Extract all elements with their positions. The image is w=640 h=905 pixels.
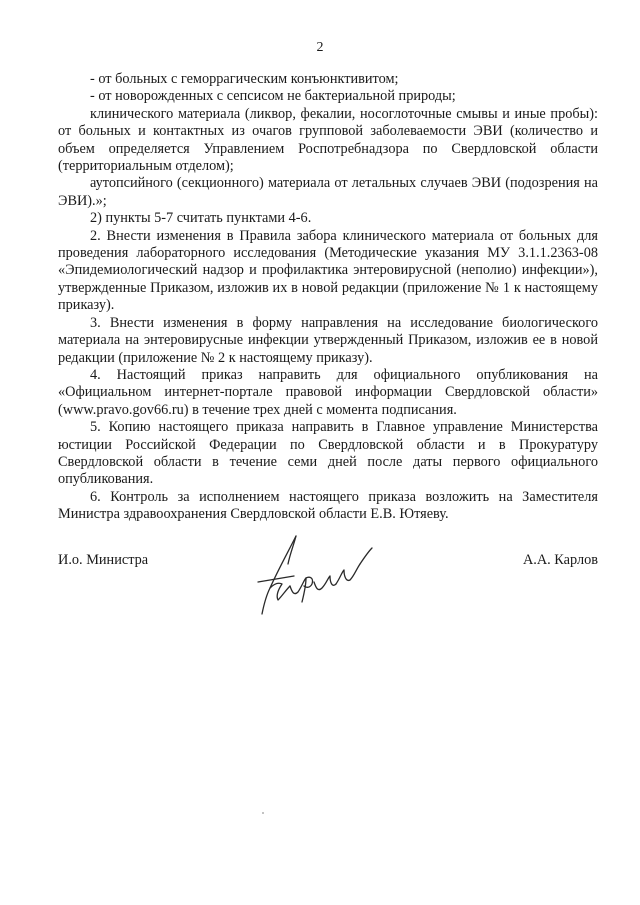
page-number: 2 <box>316 40 324 55</box>
handwritten-signature <box>248 530 388 620</box>
paragraph-renumber-items: 2) пункты 5-7 считать пунктами 4-6. <box>90 210 312 227</box>
signer-name: А.А. Карлов <box>522 552 598 568</box>
scan-artifact-dot <box>262 812 264 814</box>
signer-title: И.о. Министра <box>58 552 149 568</box>
paragraph-item-5: 5. Копию настоящего приказа направить в Главное управление Министерства юстиции Российской Федерации по Свердловской области и в Прокуратуру Свердловской области в течение семи дней после даты первого официального опубликования. <box>58 419 598 488</box>
paragraph-item-4: 4. Настоящий приказ направить для официального опубликования на «Официальном интернет-портале правовой информации Свердловской области» (www.pravo.gov66.ru) в течение трех дней с момента подписания. <box>58 366 598 418</box>
paragraph-autopsy-material: аутопсийного (секционного) материала от летальных случаев ЭВИ (подозрения на ЭВИ).»; <box>58 175 598 209</box>
paragraph-item-6: 6. Контроль за исполнением настоящего приказа возложить на Заместителя Министра здравоохранения Свердловской области Е.В. Ютяеву. <box>58 488 598 523</box>
paragraph-item-2: 2. Внести изменения в Правила забора клинического материала от больных для проведения лабораторного исследования (Методические указания МУ 3.1.1.2363-08 «Эпидемиологический надзор и профилактика энтеровирусной (неполио) инфекции»), утвержденные Приказом, изложив их в новой редакции (приложение № 1 к настоящему приказу). <box>58 227 598 314</box>
document-body <box>58 71 598 524</box>
list-item-hemorrhagic-conjunctivitis: - от больных с геморрагическим конъюнктивитом; <box>90 71 399 87</box>
paragraph-clinical-material: клинического материала (ликвор, фекалии, носоглоточные смывы и иные пробы): от больных и контактных из очагов групповой заболеваемости ЭВИ (количество и объем определяется Управлением Роспотребнадзора по Свердловской области (территориальным отделом); <box>58 105 598 175</box>
list-item-newborn-sepsis: - от новорожденных с сепсисом не бактериальной природы; <box>90 88 456 105</box>
paragraph-item-3: 3. Внести изменения в форму направления на исследование биологического материала на энтеровирусные инфекции утвержденный Приказом, изложив ее в новой редакции (приложение № 2 к настоящему приказу). <box>58 314 598 366</box>
